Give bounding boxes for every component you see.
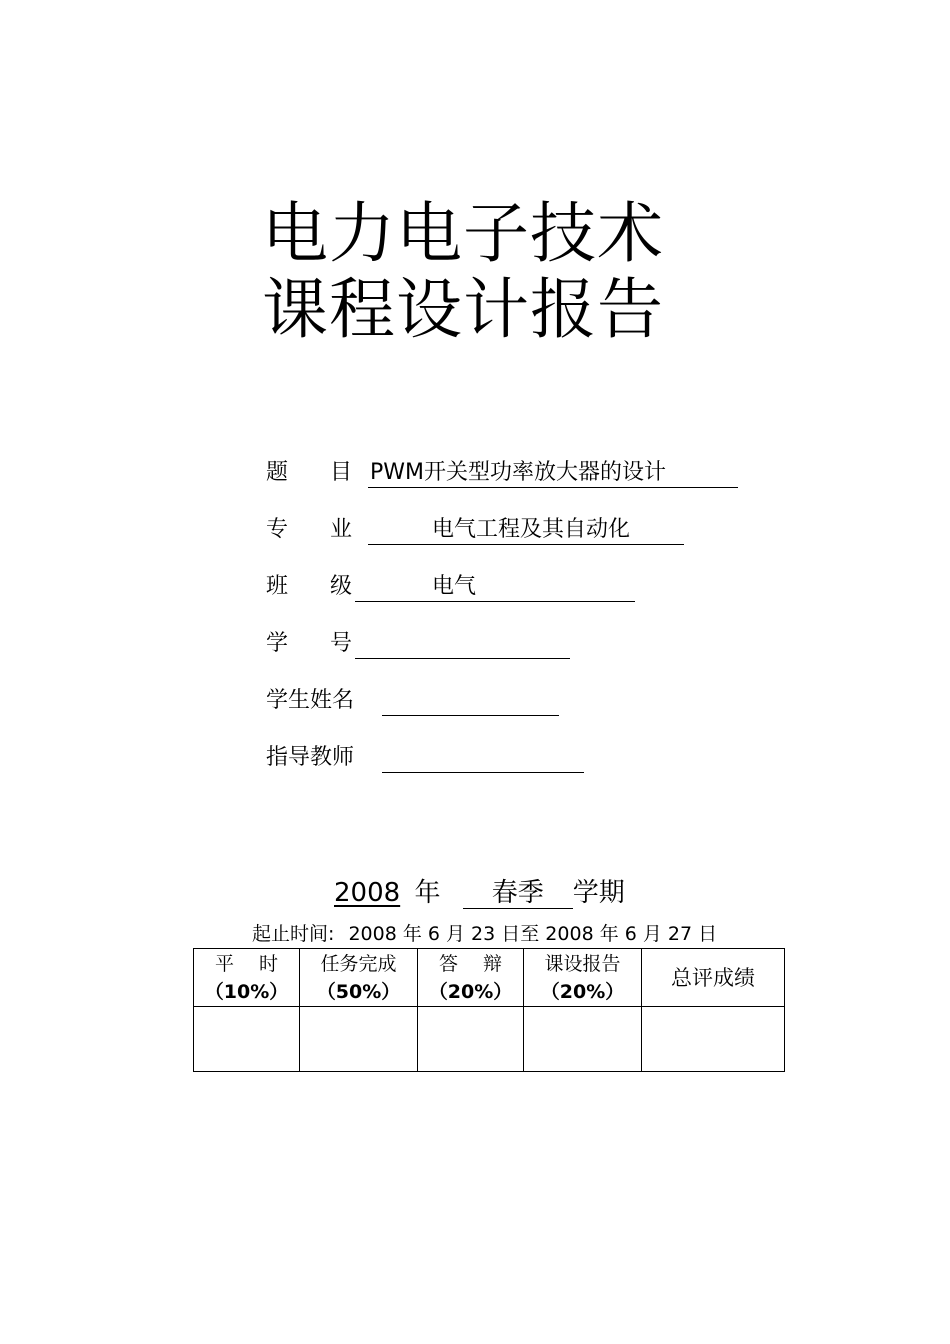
col-task-name: 任务完成 <box>320 952 397 975</box>
label-student-id-a: 学 <box>266 631 289 656</box>
report-title-line1: 电力电子技术 <box>262 195 664 272</box>
label-student-name-text: 学生姓名 <box>266 688 355 713</box>
col-total-name: 总评成绩 <box>671 965 755 990</box>
col-defense-name: 答 辩 <box>438 952 503 975</box>
col-task-pct: （50%） <box>316 980 401 1003</box>
score-table <box>193 948 785 1072</box>
label-class <box>266 572 352 602</box>
label-major-a: 专 <box>266 517 289 542</box>
student-name-field[interactable] <box>382 686 559 716</box>
label-advisor-text: 指导教师 <box>266 745 355 770</box>
col-defense-pct: （20%） <box>428 980 513 1003</box>
label-student-id-b: 号 <box>330 631 353 656</box>
semester-term: 学期 <box>572 878 625 908</box>
period-line <box>252 922 717 946</box>
label-topic <box>266 458 352 488</box>
label-class-b: 级 <box>330 574 353 599</box>
label-student-id <box>266 629 352 659</box>
label-major-b: 业 <box>330 517 353 542</box>
score-table-header <box>194 949 785 1007</box>
label-class-a: 班 <box>266 574 289 599</box>
col-defense <box>418 949 524 1007</box>
period-label: 起止时间: <box>252 923 335 945</box>
score-table-row <box>194 1007 785 1072</box>
semester-line <box>334 876 625 910</box>
label-major <box>266 515 352 545</box>
semester-year-unit: 年 <box>414 878 441 908</box>
label-topic-a: 题 <box>266 460 289 485</box>
col-daily <box>194 949 300 1007</box>
col-task <box>300 949 418 1007</box>
student-id-field[interactable] <box>355 629 570 659</box>
col-daily-name: 平 时 <box>214 952 279 975</box>
class-field[interactable]: 电气 <box>355 572 635 602</box>
semester-season: 春季 <box>463 878 573 909</box>
label-student-name <box>266 686 354 716</box>
score-total-cell[interactable] <box>642 1007 785 1072</box>
score-daily-cell[interactable] <box>194 1007 300 1072</box>
semester-year: 2008 <box>334 878 401 908</box>
col-daily-pct: （10%） <box>204 980 289 1003</box>
period-text: 2008 年 6 月 23 日至 2008 年 6 月 27 日 <box>348 923 718 945</box>
score-defense-cell[interactable] <box>418 1007 524 1072</box>
advisor-field[interactable] <box>382 743 584 773</box>
col-total <box>642 949 785 1007</box>
topic-field[interactable]: PWM开关型功率放大器的设计 <box>368 458 738 488</box>
report-title-line2: 课程设计报告 <box>262 271 664 348</box>
major-field[interactable]: 电气工程及其自动化 <box>368 515 684 545</box>
label-topic-b: 目 <box>330 460 353 485</box>
col-report <box>524 949 642 1007</box>
score-task-cell[interactable] <box>300 1007 418 1072</box>
label-advisor <box>266 743 354 773</box>
col-report-name: 课设报告 <box>544 952 621 975</box>
score-report-cell[interactable] <box>524 1007 642 1072</box>
col-report-pct: （20%） <box>540 980 625 1003</box>
